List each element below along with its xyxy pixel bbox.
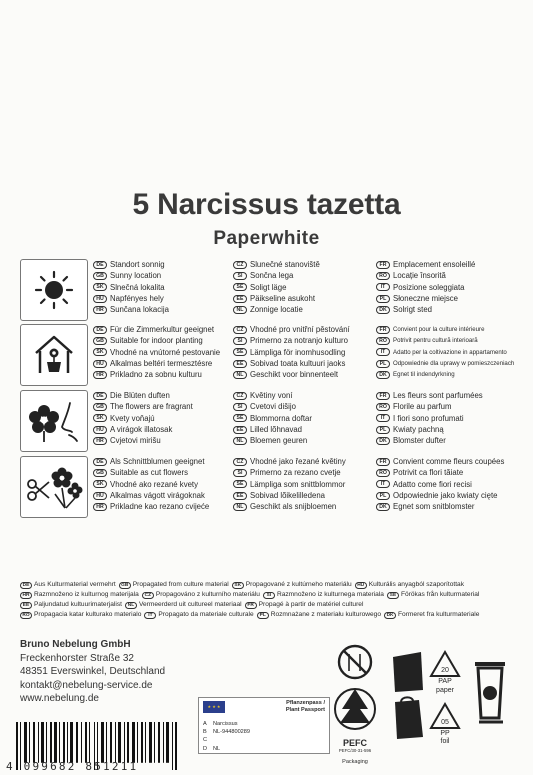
care-col-2: CZ Vhodné pro vnitřní pěstování SI Primerno za notranjo kulturo SE Lämpliga för inomhusodling EE Sobivad toata kultuuri jaoks NL Geschikt voor binnenteelt xyxy=(233,324,373,380)
origin-statement: DE Aus Kulturmaterial vermehrt GB Propagated from culture material SK Propagované z kultúrneho materiálu HU Kulturális anyagból szaporítottak HR Razmnoženo iz kulturnog materijala CZ Propagováno z kulturního materiálu SI Razmnoženo iz kulturnega materiala SE Förökas från kulturmaterial EE Paljundatud kultuurimaterjalist NL Vermeerderd uit cultureel materiaal FR Propagé à partir de matériel culturel RO Propagacia katar kulturako materialo IT Propagato da materiale culturale PL Rozmnażane z materiału kulturowego DK Formeret fra kulturmateriale xyxy=(20,580,520,620)
pefc-logo-icon xyxy=(332,687,378,731)
company-address xyxy=(20,638,165,706)
pp-word: foil xyxy=(440,738,450,745)
sun-icon xyxy=(20,259,88,321)
no-food-contact-icon xyxy=(332,642,378,682)
care-col-3: FR Les fleurs sont parfumées RO Florile au parfum IT I fiori sono profumati PL Kwiaty pachną DK Blomster dufter xyxy=(376,390,524,446)
eu-flag-icon: ★ ★ ★ xyxy=(203,701,225,713)
care-col-1: DE Standort sonnig GB Sunny location SK Slnečná lokalita HU Napfényes hely HR Sunčana lokacija xyxy=(93,259,233,315)
pap-word: paper xyxy=(436,687,454,694)
care-row-indoor xyxy=(20,324,520,388)
page-title: 5 Narcissus tazetta xyxy=(132,188,401,221)
flower-nose-icon xyxy=(20,390,88,452)
scissors-flowers-icon xyxy=(20,456,88,518)
plant-passport xyxy=(198,697,330,754)
care-col-2: CZ Vhodné jako řezané květiny SI Primerno za rezano cvetje SE Lämpliga som snittblommor EE Sobivad lõikelilledena NL Geschikt als snijbloemen xyxy=(233,456,373,512)
care-col-1: DE Die Blüten duften GB The flowers are fragrant SK Kvety voňajú HU A virágok illatosak HR Cvjetovi mirišu xyxy=(93,390,233,446)
care-col-3: FR Convient comme fleurs coupées RO Potrivit ca flori tăiate IT Adatto come fiori recisi PL Odpowiednie jako kwiaty cięte DK Egnet som snitblomster xyxy=(376,456,524,512)
company-name: Bruno Nebelung GmbH xyxy=(20,639,131,650)
pp-code: 05 xyxy=(441,719,449,726)
pefc-text: PEFC xyxy=(342,738,367,748)
recycling-block xyxy=(383,642,513,747)
barcode-number: 4 099682 851211 xyxy=(6,760,139,773)
care-col-1: DE Für die Zimmerkultur geeignet GB Suitable for indoor planting SK Vhodné na vnútorné pestovanie HU Alkalmas beltéri termesztésre HR Prikladno za sobnu kulturu xyxy=(93,324,233,380)
care-col-3: FR Emplacement ensoleillé RO Locație însorită IT Posizione soleggiata PL Słoneczne miejsce DK Solrigt sted xyxy=(376,259,524,315)
care-row-cut-flowers xyxy=(20,456,520,520)
care-row-fragrant xyxy=(20,390,520,454)
city: 48351 Everswinkel, Deutschland xyxy=(20,666,166,677)
pp-label: PP xyxy=(440,730,450,737)
street: Freckenhorster Straße 32 xyxy=(20,652,134,664)
care-col-3: FR Convient pour la culture intérieure RO Potrivit pentru cultură interioară IT Adatto per la coltivazione in appartamento PL Odpowiednie dla uprawy w pomieszczeniach DK Egnet til indendyrkning xyxy=(376,324,524,380)
pap-label: PAP xyxy=(438,678,452,685)
page-subtitle: Paperwhite xyxy=(213,228,320,249)
website-link[interactable]: www.nebelung.de xyxy=(20,693,99,704)
passport-title: Pflanzenpass / Plant Passport xyxy=(285,700,325,713)
greenhouse-plant-icon xyxy=(20,324,88,386)
packaging-label: Packaging xyxy=(342,759,368,765)
pap-code: 20 xyxy=(441,667,449,674)
pefc-code: PEFC/30-31-596 xyxy=(338,748,372,753)
care-col-2: CZ Slunečné stanoviště SI Sončna lega SE Soligt läge EE Päikseline asukoht NL Zonnige locatie xyxy=(233,259,373,315)
care-row-sun xyxy=(20,259,520,323)
care-col-1: DE Als Schnittblumen geeignet GB Suitable as cut flowers SK Vhodné ako rezané kvety HU Alkalmas vágott virágoknak HR Prikladne kao rezano cvijeće xyxy=(93,456,233,512)
care-col-2: CZ Květiny voní SI Cvetovi dišijo SE Blommorna doftar EE Lilled lõhnavad NL Bloemen geuren xyxy=(233,390,373,446)
email-link[interactable]: kontakt@nebelung-service.de xyxy=(20,679,153,691)
passport-rows: A Narcissus B NL-944800289 C D NL xyxy=(203,721,251,752)
pefc-block xyxy=(330,642,380,765)
